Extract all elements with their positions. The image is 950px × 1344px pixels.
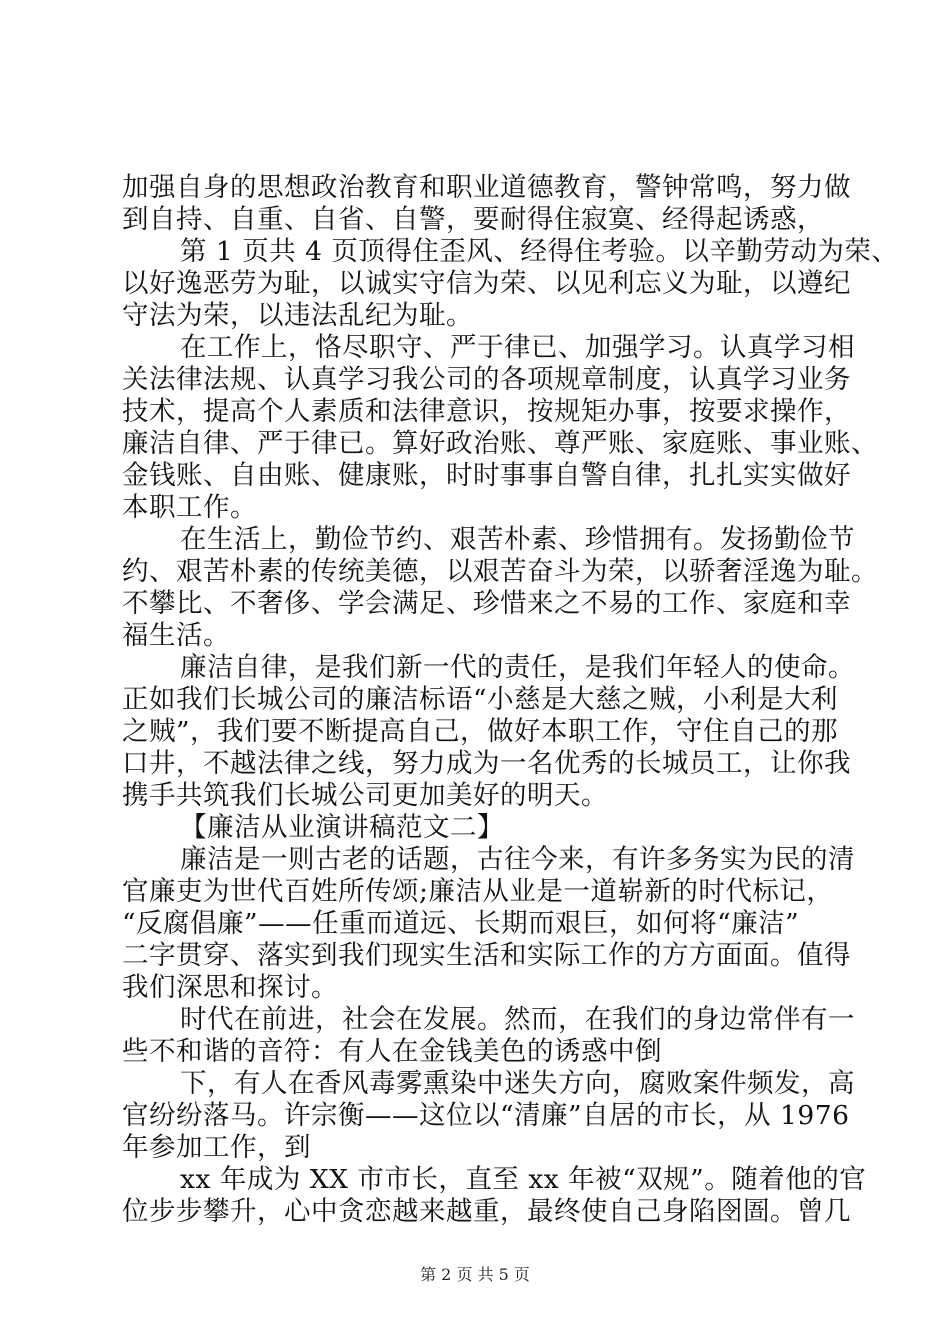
text-line: 守法为荣，以违法乱纪为耻。 [122,300,473,331]
paragraph [122,1164,867,1228]
text-line: 廉洁自律、严于律已。算好政治账、尊严账、家庭账、事业账、 [122,428,878,459]
paragraph [122,1068,855,1164]
text-line: 廉洁是一则古老的话题，古往今来，有许多务实为民的清 [180,844,855,875]
text-line: 【廉洁从业演讲稿范文二】 [180,812,504,843]
paragraph [122,236,899,332]
text-line: 约、艰苦朴素的传统美德，以艰苦奋斗为荣，以骄奢淫逸为耻。 [122,556,878,587]
text-line: 福生活。 [122,620,230,651]
text-line: 二字贯穿、落实到我们现实生活和实际工作的方方面面。值得 [122,940,851,971]
text-line: 以好逸恶劳为耻，以诚实守信为荣、以见利忘义为耻，以遵纪 [122,268,851,299]
text-line: “反腐倡廉”——任重而道远、长期而艰巨，如何将“廉洁” [122,908,800,939]
text-line: 加强自身的思想政治教育和职业道德教育，警钟常鸣，努力做 [122,172,851,203]
text-line: 携手共筑我们长城公司更加美好的明天。 [122,780,608,811]
text-line: 金钱账、自由账、健康账，时时事事自警自律，扎扎实实做好 [122,460,851,491]
text-line: 位步步攀升，心中贪恋越来越重，最终使自己身陷囹圄。曾几 [122,1196,851,1227]
text-line: 下，有人在香风毒雾熏染中迷失方向，腐败案件频发，高 [180,1068,855,1099]
paragraph [122,1004,855,1068]
paragraph [122,172,851,236]
text-line: 第 1 页共 4 页顶得住歪风、经得住考验。以辛勤劳动为荣、 [180,236,899,267]
text-line: 正如我们长城公司的廉洁标语“小慈是大慈之贼，小利是大利 [122,684,839,715]
text-line: 口井，不越法律之线，努力成为一名优秀的长城员工，让你我 [122,748,851,779]
text-line: 本职工作。 [122,492,257,523]
text-line: 技术，提高个人素质和法律意识，按规矩办事，按要求操作， [122,396,851,427]
text-line: 廉洁自律，是我们新一代的责任，是我们年轻人的使命。 [180,652,855,683]
section-heading [122,812,832,844]
paragraph [122,524,878,652]
paragraph [122,652,855,812]
paragraph [122,844,855,1004]
text-line: 到自持、自重、自省、自警，要耐得住寂寞、经得起诱惑， [122,204,824,235]
text-line: 不攀比、不奢侈、学会满足、珍惜来之不易的工作、家庭和幸 [122,588,851,619]
text-line: 官纷纷落马。许宗衡——这位以“清廉”自居的市长，从 1976 [122,1100,850,1131]
text-line: 在生活上，勤俭节约、艰苦朴素、珍惜拥有。发扬勤俭节 [180,524,855,555]
text-line: 我们深思和探讨。 [122,972,338,1003]
text-line: 在工作上，恪尽职守、严于律已、加强学习。认真学习相 [180,332,855,363]
paragraph [122,332,878,524]
page-number-footer: 第 2 页 共 5 页 [420,1265,530,1284]
text-line: 官廉吏为世代百姓所传颂;廉洁从业是一道崭新的时代标记， [122,876,834,907]
text-line: 关法律法规、认真学习我公司的各项规章制度，认真学习业务 [122,364,851,395]
text-line: xx 年成为 XX 市市长，直至 xx 年被“双规”。随着他的官 [180,1164,867,1195]
text-line: 时代在前进，社会在发展。然而，在我们的身边常伴有一 [180,1004,855,1035]
document-body [122,172,899,1228]
text-line: 之贼”，我们要不断提高自己，做好本职工作，守住自己的那 [122,716,839,747]
text-line: 年参加工作，到 [122,1132,311,1163]
text-line: 些不和谐的音符：有人在金钱美色的诱惑中倒 [122,1036,662,1067]
